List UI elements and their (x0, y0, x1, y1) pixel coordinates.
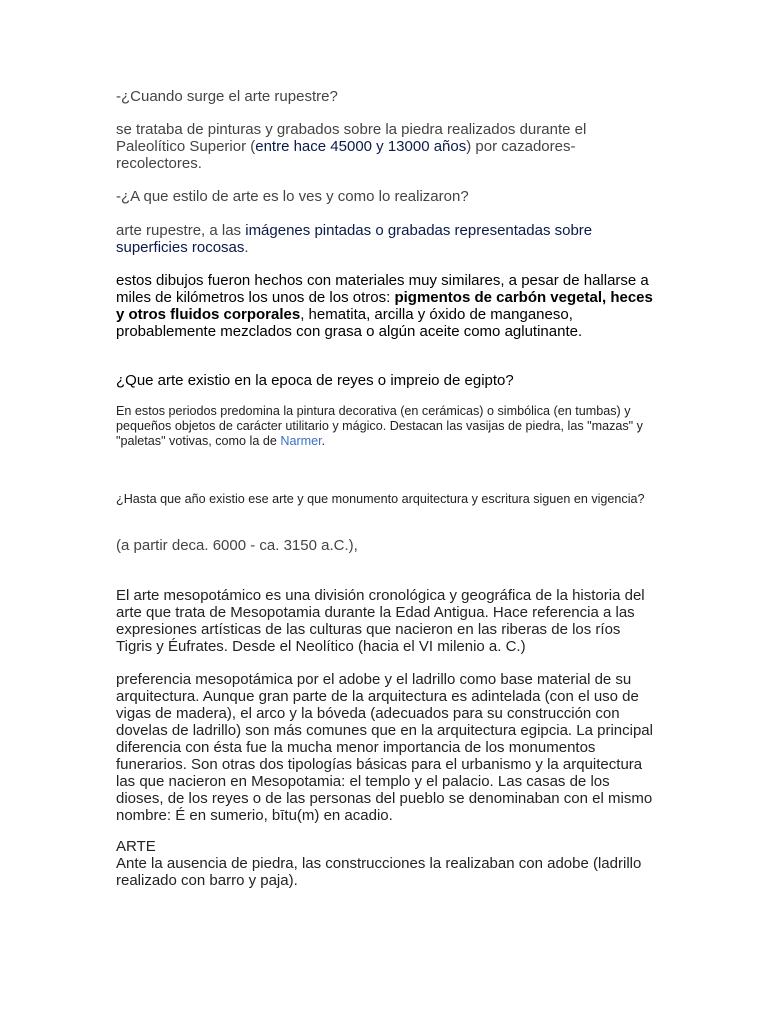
paragraph-4-text-c: . (321, 434, 326, 448)
question-1: -¿Cuando surge el arte rupestre? (116, 88, 338, 105)
paragraph-3-text-a: estos dibujos fueron hechos con materiales muy similares, a pesar de hallarse a miles de kilómetros los unos de los otros: (116, 272, 649, 306)
paragraph-2 (116, 222, 656, 256)
paragraph-7: preferencia mesopotámica por el adobe y el ladrillo como base material de su arquitectura. Aunque gran parte de la arquitectura es adintelada (con el uso de vigas de madera), el arco y la bóveda (adecuados para su construcción con dovelas de ladrillo) son más comunes que en la arquitectura egipcia. La principal diferencia con ésta fue la mucha menor importancia de los monumentos funerarios. Son otras dos tipologías básicas para el urbanismo y la arquitectura las que nacieron en Mesopotamia: el templo y el palacio. Las casas de los dioses, de los reyes o de las personas del pueblo se denominaban con el mismo nombre: É en sumerio, bītu(m) en acadio. (116, 671, 653, 824)
paragraph-3-text-c: , hematita, arcilla y óxido de manganeso, probablemente mezclados con grasa o algún aceite como aglutinante. (116, 306, 583, 340)
paragraph-6: El arte mesopotámico es una división cronológica y geográfica de la historia del arte que trata de Mesopotamia durante la Edad Antigua. Hace referencia a las expresiones artísticas de las culturas que nacieron en las riberas de los ríos Tigris y Éufrates. Desde el Neolítico (hacia el VI milenio a. C.) (116, 587, 645, 655)
paragraph-5: (a partir deca. 6000 - ca. 3150 a.C.), (116, 537, 358, 554)
question-4: ¿Hasta que año existio ese arte y que monumento arquitectura y escritura siguen en vigencia? (116, 492, 645, 506)
paragraph-4-text-a: En estos periodos predomina la pintura decorativa (en cerámicas) o simbólica (en tumbas) y pequeños objetos de carácter utilitario y mágico. Destacan las vasijas de piedra, las "mazas" y "paletas" votivas, como la de (116, 404, 643, 448)
paragraph-2-highlight: imágenes pintadas o grabadas representadas sobre superficies rocosas (116, 222, 593, 256)
question-3: ¿Que arte existio en la epoca de reyes o impreio de egipto? (116, 372, 514, 389)
paragraph-1-text-a: se trataba de pinturas y grabados sobre la piedra realizados durante el Paleolítico Superior ( (116, 121, 587, 155)
paragraph-4 (116, 404, 656, 449)
heading-arte: ARTE (116, 838, 156, 855)
paragraph-1 (116, 121, 656, 172)
narmer-link[interactable]: Narmer (280, 434, 322, 448)
paragraph-1-text-c: ) por cazadores-recolectores. (116, 138, 576, 172)
paragraph-2-text-c: . (244, 239, 249, 256)
paragraph-8: Ante la ausencia de piedra, las construcciones la realizaban con adobe (ladrillo realizado con barro y paja). (116, 855, 642, 889)
paragraph-3-bold: pigmentos de carbón vegetal, heces y otros fluidos corporales (116, 289, 653, 323)
question-2: -¿A que estilo de arte es lo ves y como lo realizaron? (116, 188, 469, 205)
paragraph-2-text-a: arte rupestre, a las (116, 222, 246, 239)
paragraph-1-highlight: entre hace 45000 y 13000 años (255, 138, 467, 155)
paragraph-3 (116, 272, 656, 340)
